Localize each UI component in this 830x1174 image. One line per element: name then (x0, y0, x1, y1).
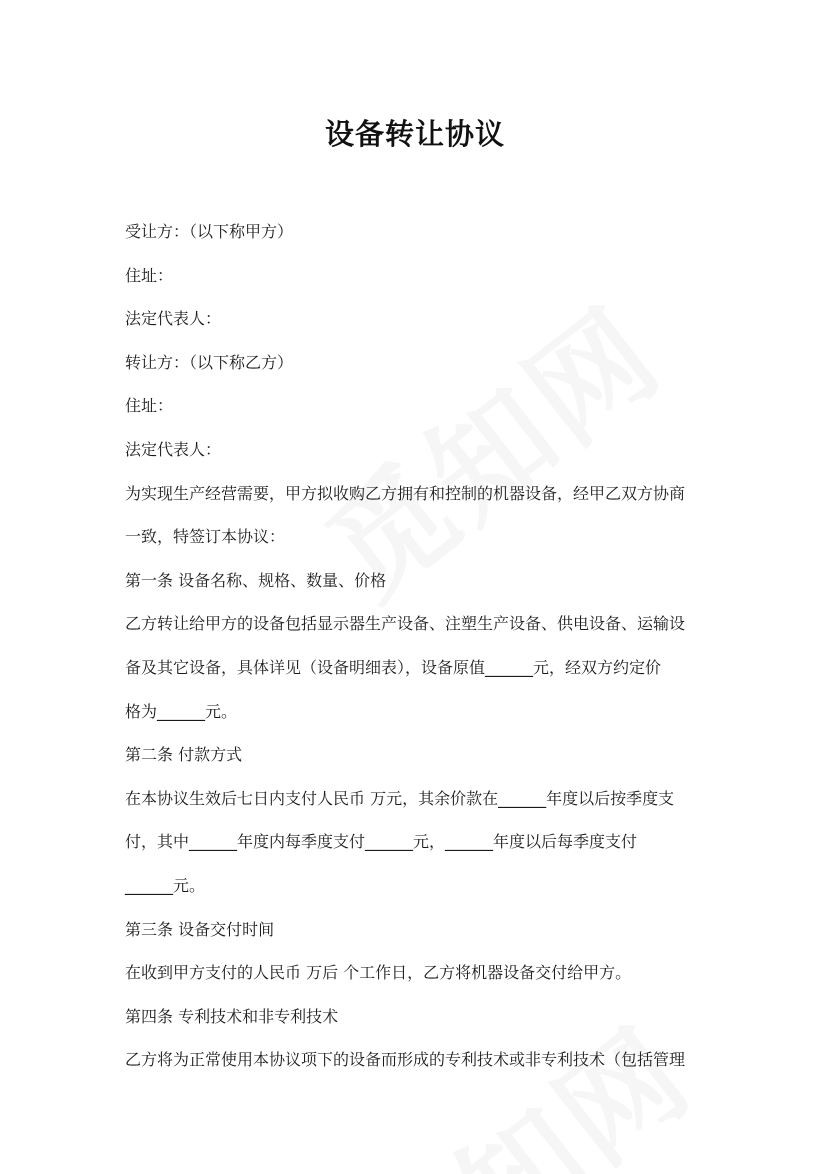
article-2-line-2: 付，其中______年度内每季度支付______元，______年度以后每季度支付 (125, 832, 638, 852)
article-3-heading: 第三条 设备交付时间 (125, 919, 275, 939)
article-2-line-1: 在本协议生效后七日内支付人民币 万元，其余价款在______年度以后按季度支 (125, 788, 675, 808)
article-4-heading: 第四条 专利技术和非专利技术 (125, 1006, 339, 1026)
article-1-line-3: 格为______元。 (125, 701, 238, 721)
article-3-line-1: 在收到甲方支付的人民币 万后 个工作日，乙方将机器设备交付给甲方。 (125, 963, 632, 983)
party-a-representative: 法定代表人： (125, 309, 222, 329)
party-b-representative: 法定代表人： (125, 439, 222, 459)
party-a-address: 住址： (125, 265, 174, 285)
party-b-address: 住址： (125, 396, 174, 416)
article-1-heading: 第一条 设备名称、规格、数量、价格 (125, 570, 387, 590)
party-b-line: 转让方：（以下称乙方） (125, 352, 294, 372)
document-title: 设备转让协议 (324, 117, 505, 151)
party-a-line: 受让方：（以下称甲方） (125, 222, 294, 241)
article-2-heading: 第二条 付款方式 (125, 745, 243, 765)
article-1-line-2: 备及其它设备，具体详见（设备明细表），设备原值______元，经双方约定价 (125, 657, 662, 677)
preamble-line-1: 为实现生产经营需要，甲方拟收购乙方拥有和控制的机器设备，经甲乙双方协商 (125, 483, 686, 503)
article-2-line-3: ______元。 (125, 875, 206, 895)
document-body (125, 214, 710, 1086)
article-1-line-1: 乙方转让给甲方的设备包括显示器生产设备、注塑生产设备、供电设备、运输设 (125, 614, 686, 634)
preamble-line-2: 一致，特签订本协议： (125, 527, 286, 547)
article-4-line-1: 乙方将为正常使用本协议项下的设备而形成的专利技术或非专利技术（包括管理 (125, 1050, 686, 1070)
